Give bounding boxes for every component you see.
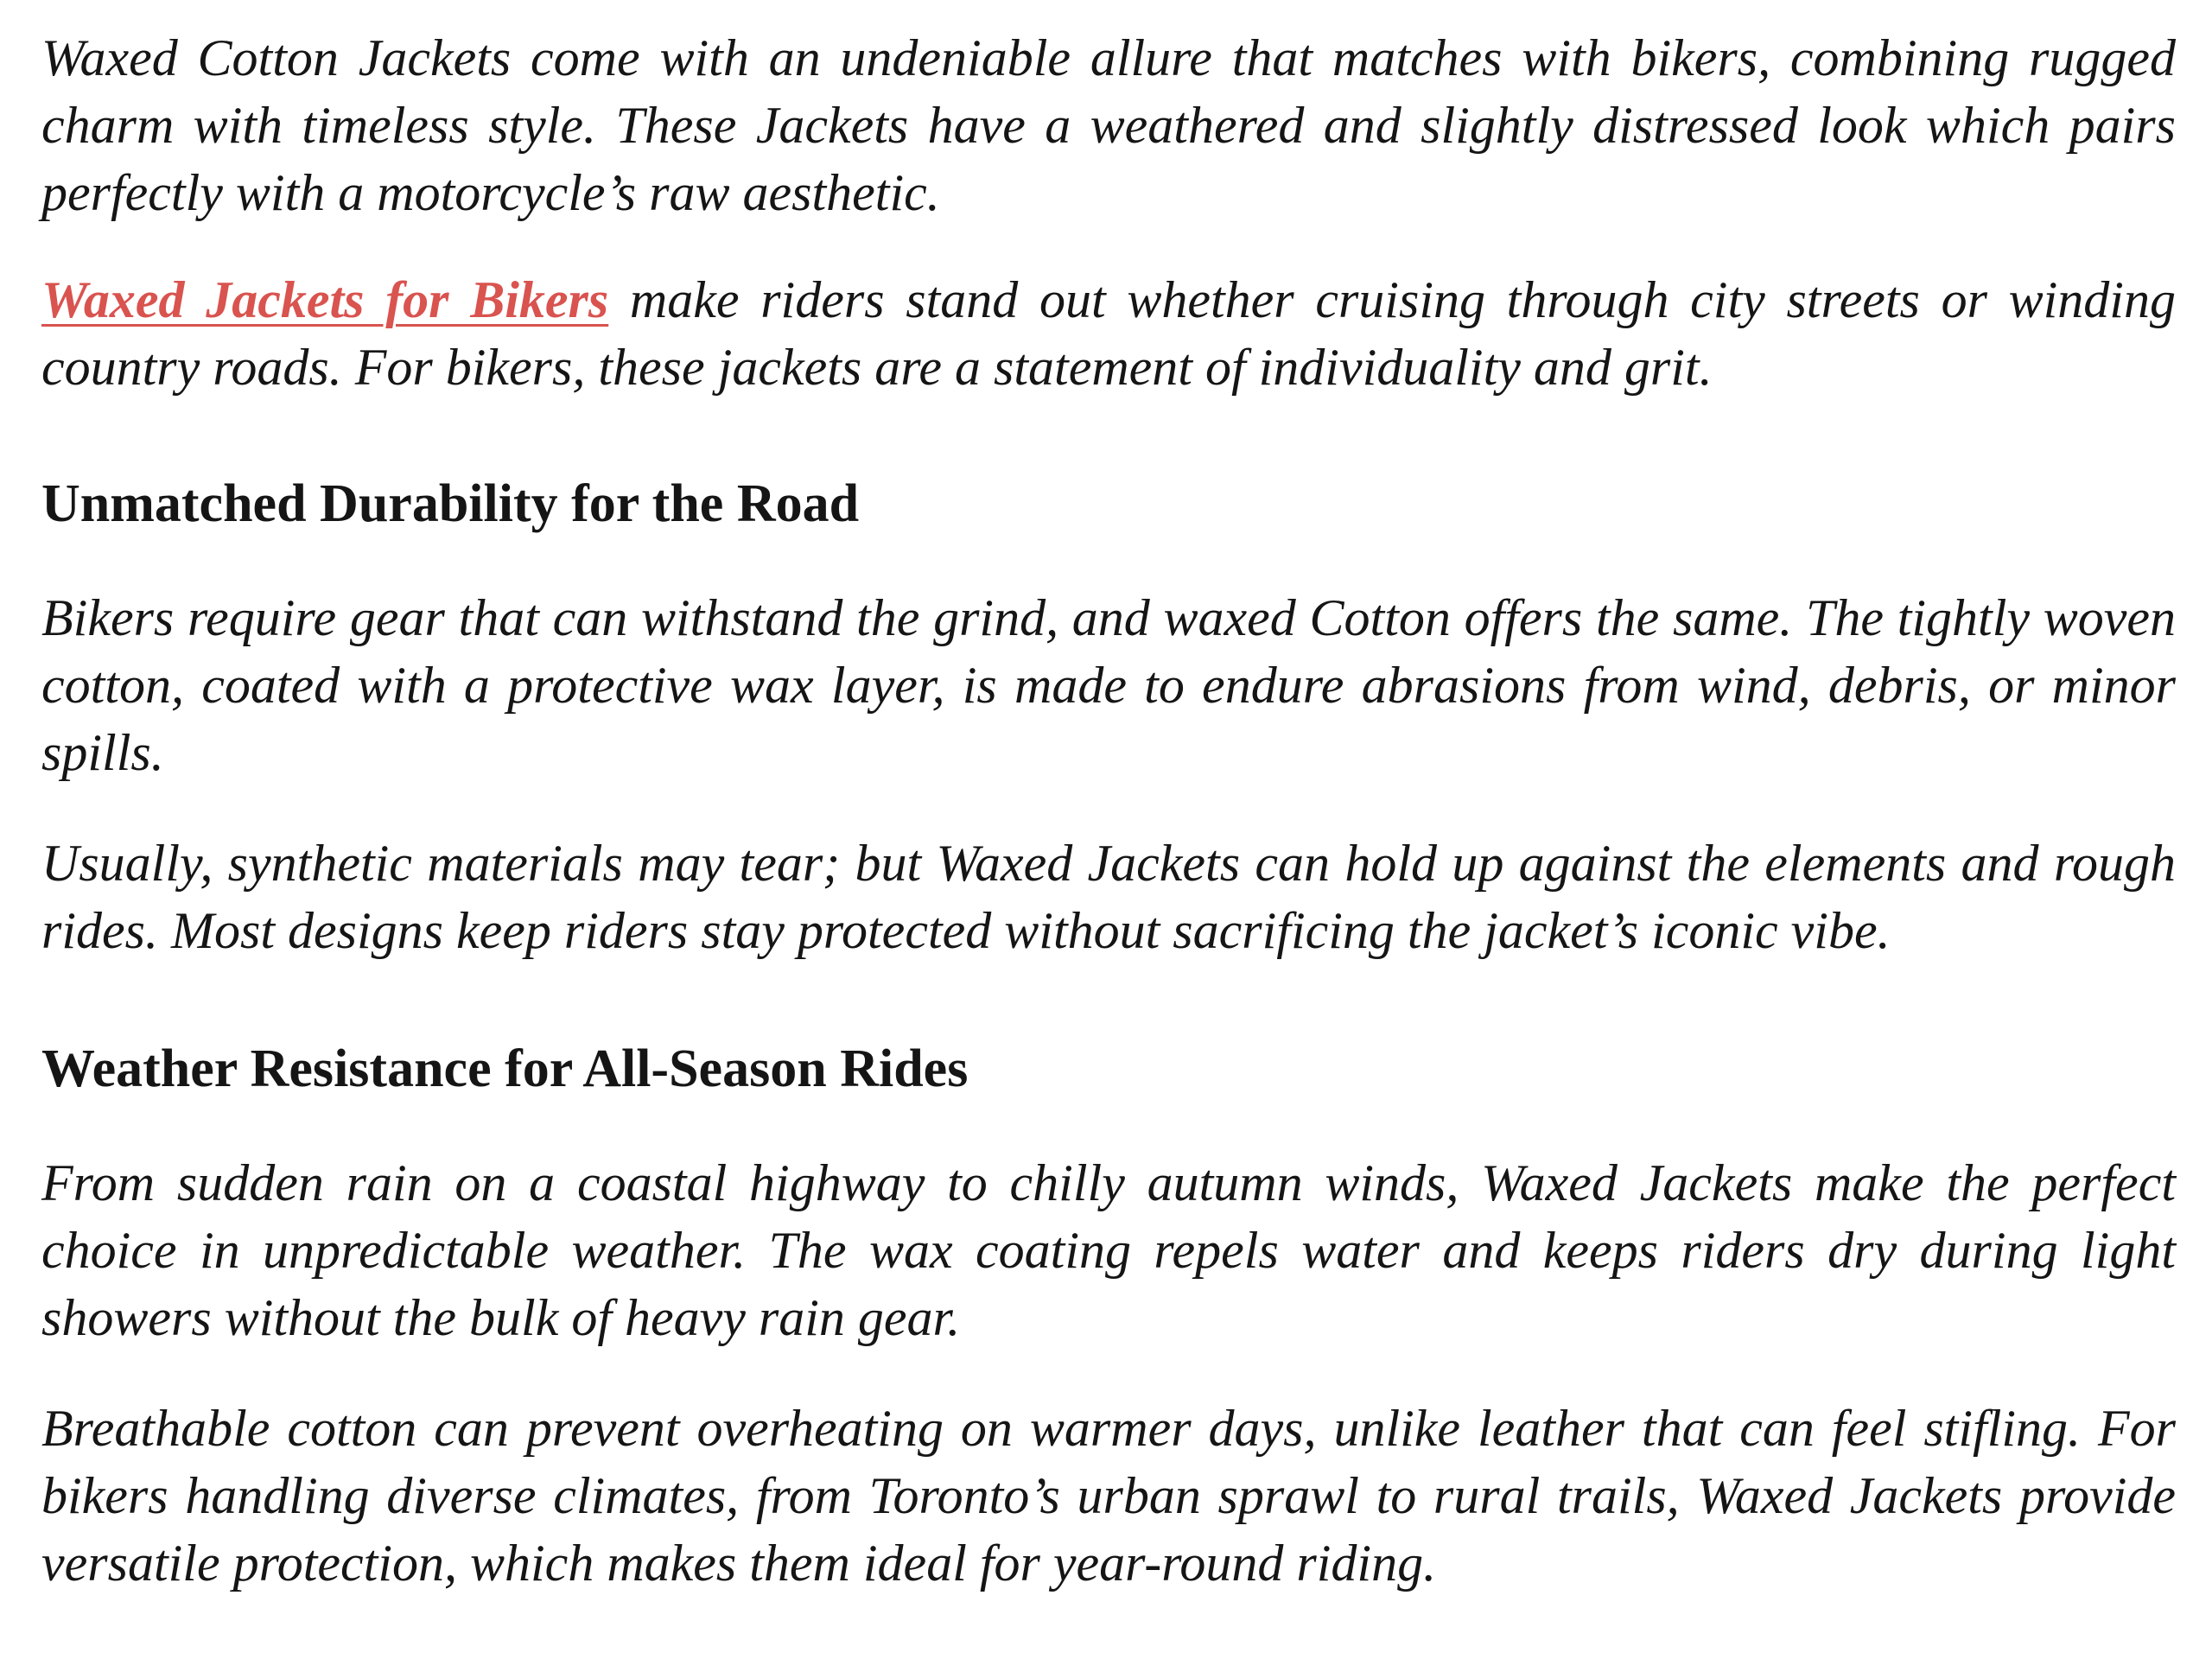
waxed-jackets-for-bikers-link[interactable]: Waxed Jackets for Bikers (41, 271, 609, 328)
durability-heading: Unmatched Durability for the Road (41, 474, 860, 533)
weather-paragraph-2: Breathable cotton can prevent overheating on warmer days, unlike leather that can feel stifling. For bikers handling diverse climates, from Toronto’s urban sprawl to rural trails, Waxed Jackets provide versatile protection, which makes them ideal for year-round riding. (41, 1400, 2176, 1592)
article-body (41, 24, 2176, 1597)
bikers-paragraph (41, 266, 2176, 401)
durability-paragraph-2: Usually, synthetic materials may tear; but Waxed Jackets can hold up against the elements and rough rides. Most designs keep riders stay protected without sacrificing the jacket’s iconic vibe. (41, 835, 2176, 959)
bikers-paragraph-text: make riders stand out whether cruising through city streets or winding country roads. For bikers, these jackets are a statement of individuality and grit. (41, 271, 2176, 396)
weather-heading: Weather Resistance for All-Season Rides (41, 1039, 969, 1098)
weather-paragraph-1: From sudden rain on a coastal highway to chilly autumn winds, Waxed Jackets make the perfect choice in unpredictable weather. The wax coating repels water and keeps riders dry during light showers without the bulk of heavy rain gear. (41, 1154, 2176, 1346)
intro-paragraph: Waxed Cotton Jackets come with an undeniable allure that matches with bikers, combining rugged charm with timeless style. These Jackets have a weathered and slightly distressed look which pairs perfectly with a motorcycle’s raw aesthetic. (41, 29, 2176, 221)
durability-paragraph-1: Bikers require gear that can withstand the grind, and waxed Cotton offers the same. The tightly woven cotton, coated with a protective wax layer, is made to endure abrasions from wind, debris, or minor spills. (41, 589, 2176, 781)
